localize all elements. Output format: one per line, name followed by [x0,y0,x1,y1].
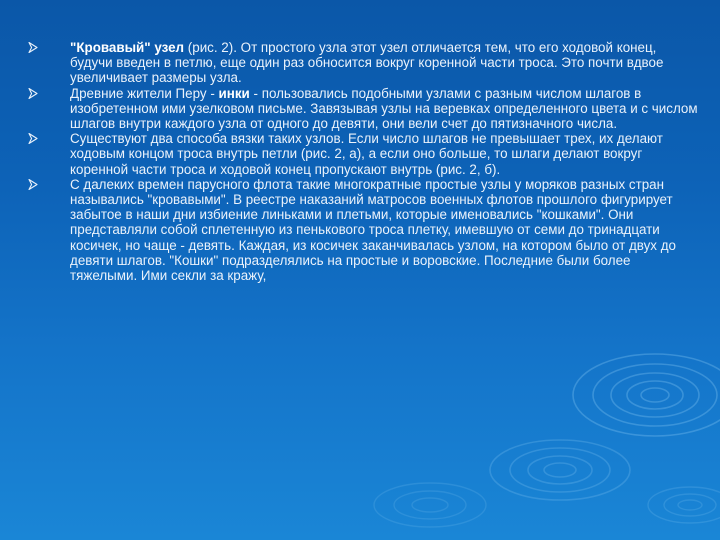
arrowhead-bullet-icon [28,42,38,53]
bold-term: "Кровавый" узел [70,40,185,55]
bold-term: инки [218,85,250,101]
bullet-item [58,40,698,86]
item-text: - пользовались подобными узлами с разным числом шлагов в изобретенном ими узелковом письме. Завязывая узлы на веревках определенного цвета и с числом шлагов внутри каждого узла от одного до девяти, они вели счет до пятизначного числа. [70,85,698,132]
item-text: Древние жители Перу - [70,85,219,101]
bullet-list [58,40,698,283]
arrowhead-bullet-icon [28,88,38,99]
item-text: (рис. 2). От простого узла этот узел отличается тем, что его ходовой конец, будучи введен в петлю, еще один раз обносится вокруг коренной части троса. Это почти вдвое увеличивает размеры узла. [70,40,664,86]
item-text: С далеких времен парусного флота такие многократные простые узлы у моряков разных стран назывались "кровавыми". В реестре наказаний матросов военных флотов прошлого фигурирует забытое в наши дни избиение линьками и плетьми, которые именовались "кошками". Они представляли собой сплетенную из пенькового троса плетку, имевшую от семи до тринадцати косичек, но чаще - девять. Каждая, из косичек заканчивалась узлом, на котором было от двух до девяти шлагов. "Кошки" подразделялись на простые и воровские. Последние были более тяжелыми. Ими секли за кражу, [70,176,676,284]
arrowhead-bullet-icon [28,179,38,190]
slide-content [58,40,698,283]
item-text: Существуют два способа вязки таких узлов. Если число шлагов не превышает трех, их делают ходовым концом троса внутрь петли (рис. 2, а), а если оно больше, то шлаги делают вокруг коренной части троса и ходовой конец пропускают внутрь (рис. 2, б). [70,131,663,177]
bullet-item [58,131,698,177]
bullet-item [58,177,698,283]
bullet-item [58,86,698,132]
arrowhead-bullet-icon [28,133,38,144]
